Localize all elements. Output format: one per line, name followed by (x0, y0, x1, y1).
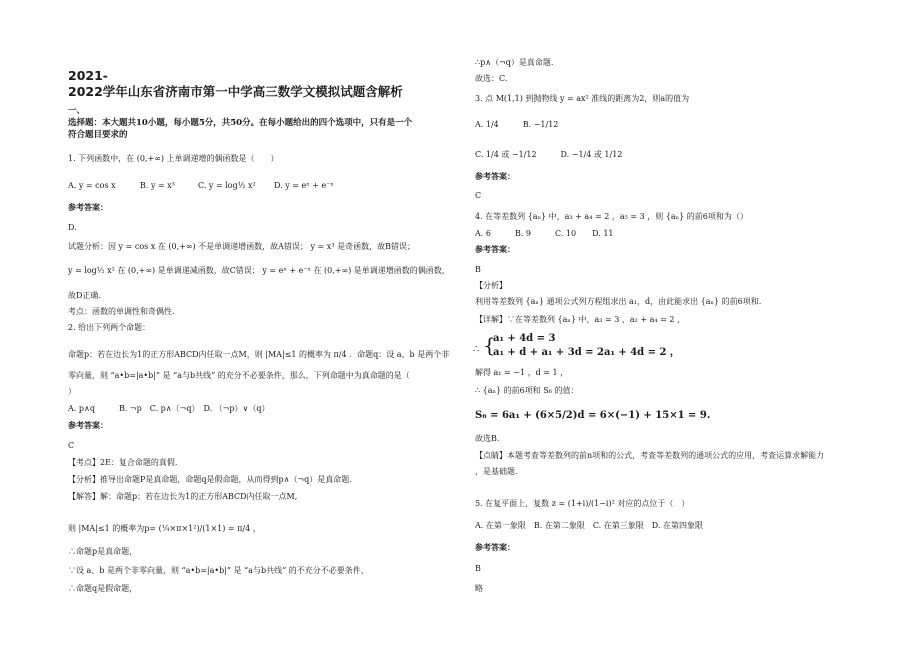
q4-sum: S₆ = 6a₁ + (6×5/2)d = 6×(−1) + 15×1 = 9. (475, 410, 711, 421)
q2-line-2: 零向量，则 “a•b=|a•b|” 是 “a与b共线” 的充分不必要条件，那么，下列命题中为真命题的是（ (68, 371, 410, 380)
q3-stem: 3. 点 M(1,1) 到抛物线 y = ax² 准线的距离为2，则a的值为 (475, 94, 690, 103)
q4-sum-head: ∴ {aₙ} 的前6项和 S₆ 的值： (475, 386, 579, 395)
q2-answer: C (68, 441, 75, 450)
q5-note: 略 (475, 584, 483, 593)
q2-detail-vec: ∵设 a、b 是两个非零向量，则 “a•b=|a•b|” 是 “a与b共线” 的不充分不必要条件， (68, 566, 369, 575)
q1-analysis-1: 试题分析：因 y = cos x 在 (0,+∞) 不是单调递增函数，故A错误； y = x³ 是奇函数，故B错误； (68, 242, 415, 251)
therefore-symbol: ∴ (473, 344, 480, 355)
q1-analysis-3: 故D正确. (68, 291, 101, 300)
section-intro-line-1: 选择题：本大题共10小题，每小题5分，共50分。在每小题给出的四个选项中，只有是一个 (68, 118, 413, 128)
q2-stem: 2. 给出下列两个命题： (68, 323, 151, 332)
q4-system-eq-1: a₁ + 4d = 3 (493, 333, 556, 344)
page-title-line-2: 2022学年山东省济南市第一中学高三数学文模拟试题含解析 (68, 84, 403, 99)
q5-answer-label: 参考答案： (475, 542, 515, 552)
q3-answer-label: 参考答案： (475, 171, 515, 181)
section-heading: 一、 (68, 106, 86, 116)
q1-stem: 1. 下列函数中，在 (0,+∞) 上单调递增的偶函数是（ ） (68, 154, 279, 163)
q2-detail-head: 【解答】解：命题p：若在边长为1的正方形ABCD内任取一点M, (68, 492, 298, 501)
q3-options-ab: A. 1/4 B. −1/12 (475, 120, 559, 129)
q5-answer: B (475, 564, 481, 573)
q4-analysis: 利用等差数列 {aₙ} 通项公式列方程组求出 a₁，d，由此能求出 {aₙ} 的前6项和. (475, 297, 762, 306)
q1-option-c: C. y = log½ x² (198, 181, 256, 190)
q4-comment-1: 【点睛】本题考查等差数列的前n项和的公式，考查等差数列的通项公式的应用，考查运算求解能力 (475, 451, 825, 460)
q5-stem: 5. 在复平面上，复数 z = (1+i)/(1−i)² 对应的点位于（ ） (475, 499, 690, 508)
q1-point: 考点：函数的单调性和奇偶性. (68, 307, 175, 316)
q2-answer-label: 参考答案： (68, 420, 108, 430)
q4-stem: 4. 在等差数列 {aₙ} 中，a₃ + a₄ = 2 ，a₅ = 3 ，则 {aₙ} 的前6项和为（） (475, 212, 748, 221)
q1-option-d: D. y = eˣ + e⁻ˣ (274, 181, 334, 190)
section-intro-line-2: 符合题目要求的 (68, 130, 128, 140)
q4-choose: 故选B. (475, 434, 500, 443)
q2-cont-conclusion: ∴p∧（¬q）是真命题. (475, 58, 554, 67)
q4-solve: 解得 a₁ = −1 ，d = 1 ， (475, 368, 569, 377)
page-title-line-1: 2021- (68, 68, 108, 83)
q2-detail-true-p: ∴命题p是真命题， (68, 547, 138, 556)
q2-options: A. p∧q B. ¬p C. p∧（¬q） D. （¬p）∨（q） (68, 404, 270, 413)
q3-answer: C (475, 191, 482, 200)
q2-point: 【考点】2E：复合命题的真假. (68, 458, 178, 467)
q4-answer: B (475, 265, 481, 274)
system-brace: { (483, 333, 496, 357)
q3-options-cd: C. 1/4 或 −1/12 D. −1/4 或 1/12 (475, 150, 623, 159)
q2-line-1: 命题p：若在边长为1的正方形ABCD内任取一点M，则 |MA|≤1 的概率为 π/4 ．命题q：设 a、b 是两个非 (68, 350, 450, 359)
q4-detail: 【详解】∵在等差数列 {aₙ} 中，a₃ = 3 ，a₂ + a₄ = 2 ， (475, 315, 686, 324)
q1-answer: D. (68, 223, 77, 232)
q4-analysis-head: 【分析】 (475, 281, 507, 290)
q4-answer-label: 参考答案： (475, 244, 515, 254)
q2-detail-false-q: ∴命题q是假命题， (68, 584, 138, 593)
q1-analysis-2: y = log½ x² 在 (0,+∞) 是单调递减函数，故C错误； y = eˣ + e⁻ˣ 在 (0,+∞) 是单调递增函数的偶函数， (68, 266, 450, 275)
q1-option-a: A. y = cos x (68, 181, 116, 190)
q4-comment-2: ，是基础题. (475, 467, 518, 476)
q4-options: A. 6 B. 9 C. 10 D. 11 (475, 229, 614, 238)
q4-system-eq-2: a₁ + d + a₁ + 3d = 2a₁ + 4d = 2 ， (493, 347, 680, 358)
q2-line-3: ） (68, 387, 76, 396)
q1-option-b: B. y = x³ (140, 181, 175, 190)
q2-analysis: 【分析】推导出命题P是真命题，命题q是假命题，从而得到p∧（¬q）是真命题. (68, 475, 352, 484)
q1-answer-label: 参考答案： (68, 202, 108, 212)
q2-detail-prob: 则 |MA|≤1 的概率为p= (¼×π×1²)/(1×1) = π/4 ， (68, 524, 261, 533)
q2-cont-choose: 故选：C. (475, 74, 508, 83)
q5-options: A. 在第一象限 B. 在第二象限 C. 在第三象限 D. 在第四象限 (475, 521, 703, 530)
